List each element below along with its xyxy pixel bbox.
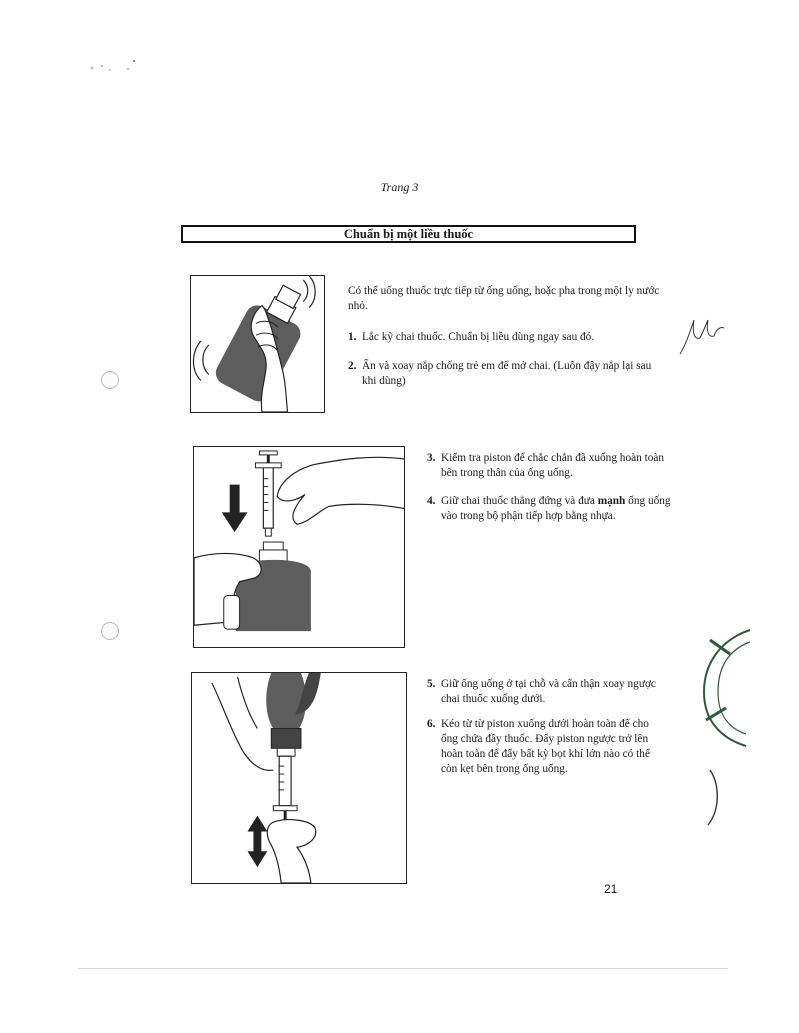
step-text: Lắc kỹ chai thuốc. Chuẩn bị liều dùng ngay sau đó. bbox=[362, 331, 595, 343]
step-text: Giữ ống uống ở tại chỗ và cẩn thận xoay ngược chai thuốc xuống dưới. bbox=[441, 678, 656, 705]
page-number: 21 bbox=[604, 882, 618, 896]
step-text: Ấn và xoay nắp chống trẻ em để mở chai. (Luôn đậy nắp lại sau khi dùng) bbox=[362, 360, 652, 387]
shake-bottle-illustration bbox=[190, 275, 325, 413]
step-number: 6. bbox=[427, 718, 436, 730]
step-number: 4. bbox=[427, 495, 436, 507]
intro-text: Có thể uống thuốc trực tiếp từ ống uống, hoặc pha trong một ly nước nhỏ. bbox=[348, 285, 660, 312]
step-number: 1. bbox=[348, 331, 357, 343]
signature-mark bbox=[676, 310, 726, 360]
step-3 bbox=[427, 451, 677, 481]
step-text: Kéo từ từ piston xuống dưới hoàn toàn để cho ống chứa đầy thuốc. Đẩy piston ngược trở lên hoàn toàn để đẩy bất kỳ bọt khí lớn nào có thể còn kẹt bên trong ống uống. bbox=[441, 718, 650, 775]
step-5 bbox=[427, 677, 667, 707]
step-text: Kiểm tra piston để chắc chắn đã xuống hoàn toàn bên trong thân của ống uống. bbox=[441, 452, 665, 479]
step-6 bbox=[427, 717, 667, 777]
punch-hole bbox=[101, 622, 119, 640]
punch-hole bbox=[101, 371, 119, 389]
step-text: Giữ chai thuốc thẳng đứng và đưa mạnh ống uống vào trong bộ phận tiếp hợp bằng nhựa. bbox=[441, 495, 671, 522]
scan-edge-line bbox=[78, 968, 728, 969]
draw-dose-illustration bbox=[191, 672, 407, 884]
page-label: Trang 3 bbox=[380, 180, 419, 194]
insert-syringe-illustration bbox=[193, 446, 405, 648]
step-number: 3. bbox=[427, 452, 436, 464]
step-2 bbox=[348, 359, 658, 389]
step-1 bbox=[348, 330, 658, 345]
stamp-mark bbox=[690, 620, 799, 835]
section-title: Chuẩn bị một liều thuốc bbox=[181, 225, 636, 243]
step-number: 2. bbox=[348, 360, 357, 372]
emphasis-text: mạnh bbox=[597, 495, 626, 507]
step-number: 5. bbox=[427, 678, 436, 690]
step-4 bbox=[427, 494, 677, 524]
scan-specks bbox=[88, 58, 148, 78]
